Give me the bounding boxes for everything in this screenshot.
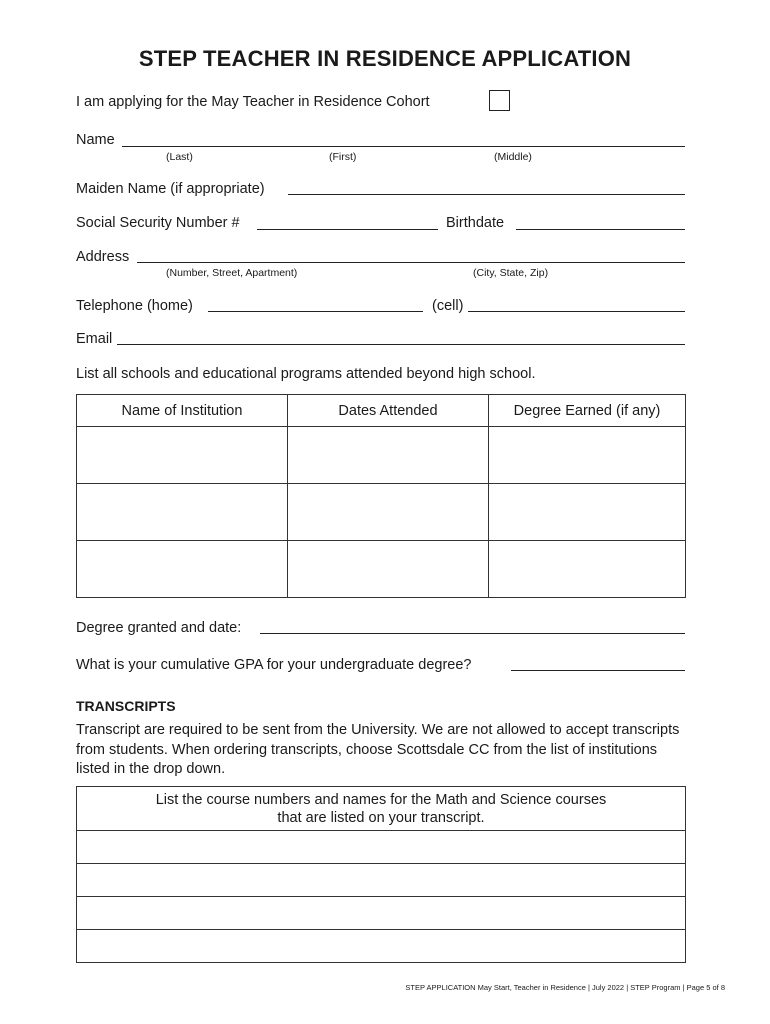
courses-header [77,787,686,831]
transcripts-heading: TRANSCRIPTS [76,698,176,714]
maiden-name-field[interactable] [288,194,685,195]
gpa-label: What is your cumulative GPA for your undergraduate degree? [76,657,472,673]
ssn-label: Social Security Number # [76,215,240,231]
name-label: Name [76,132,115,148]
schools-header-institution: Name of Institution [77,395,288,427]
address-label: Address [76,249,130,265]
dates-cell[interactable] [288,427,489,484]
name-hint-last: (Last) [166,151,193,163]
degree-granted-label: Degree granted and date: [76,620,242,636]
cohort-label: I am applying for the May Teacher in Residence Cohort [76,94,430,110]
table-row [77,897,686,930]
dates-cell[interactable] [288,541,489,598]
institution-cell[interactable] [77,427,288,484]
courses-header-row [77,787,686,831]
name-hint-middle: (Middle) [494,151,532,163]
course-cell[interactable] [77,930,686,963]
table-row [77,484,686,541]
course-cell[interactable] [77,864,686,897]
courses-table [76,786,686,963]
telephone-cell-field[interactable] [468,311,685,312]
dates-cell[interactable] [288,484,489,541]
schools-header-row [77,395,686,427]
degree-granted-field[interactable] [260,633,685,634]
schools-header-degree: Degree Earned (if any) [489,395,686,427]
table-row [77,541,686,598]
email-label: Email [76,331,113,347]
telephone-home-field[interactable] [208,311,423,312]
degree-cell[interactable] [489,484,686,541]
birthdate-field[interactable] [516,229,685,230]
page-title: STEP TEACHER IN RESIDENCE APPLICATION [138,46,632,71]
name-field[interactable] [122,146,685,147]
ssn-field[interactable] [257,229,438,230]
maiden-name-label: Maiden Name (if appropriate) [76,181,265,197]
telephone-home-label: Telephone (home) [76,298,193,314]
telephone-cell-label: (cell) [432,298,464,314]
birthdate-label: Birthdate [446,215,505,231]
table-row [77,831,686,864]
institution-cell[interactable] [77,484,288,541]
schools-instruction: List all schools and educational programs attended beyond high school. [76,366,536,382]
page-footer: STEP APPLICATION May Start, Teacher in Residence | July 2022 | STEP Program | Page 5 of 8 [405,983,725,992]
table-row [77,930,686,963]
courses-header-line1: List the course numbers and names for the Math and Science courses [155,791,607,808]
schools-table [76,394,686,598]
name-hint-first: (First) [329,151,357,163]
course-cell[interactable] [77,897,686,930]
table-row [77,427,686,484]
gpa-field[interactable] [511,670,685,671]
degree-cell[interactable] [489,427,686,484]
courses-header-line2: that are listed on your transcript. [277,809,485,826]
degree-cell[interactable] [489,541,686,598]
address-hint-city: (City, State, Zip) [473,267,549,279]
email-field[interactable] [117,344,685,345]
transcripts-text: Transcript are required to be sent from the University. We are not allowed to accept transcripts from students. When ordering transcripts, choose Scottsdale CC from the list of institutions listed in the drop down. [76,722,680,777]
institution-cell[interactable] [77,541,288,598]
address-hint-street: (Number, Street, Apartment) [166,267,298,279]
address-field[interactable] [137,262,685,263]
schools-header-dates: Dates Attended [288,395,489,427]
course-cell[interactable] [77,831,686,864]
table-row [77,864,686,897]
cohort-checkbox[interactable] [489,90,510,111]
